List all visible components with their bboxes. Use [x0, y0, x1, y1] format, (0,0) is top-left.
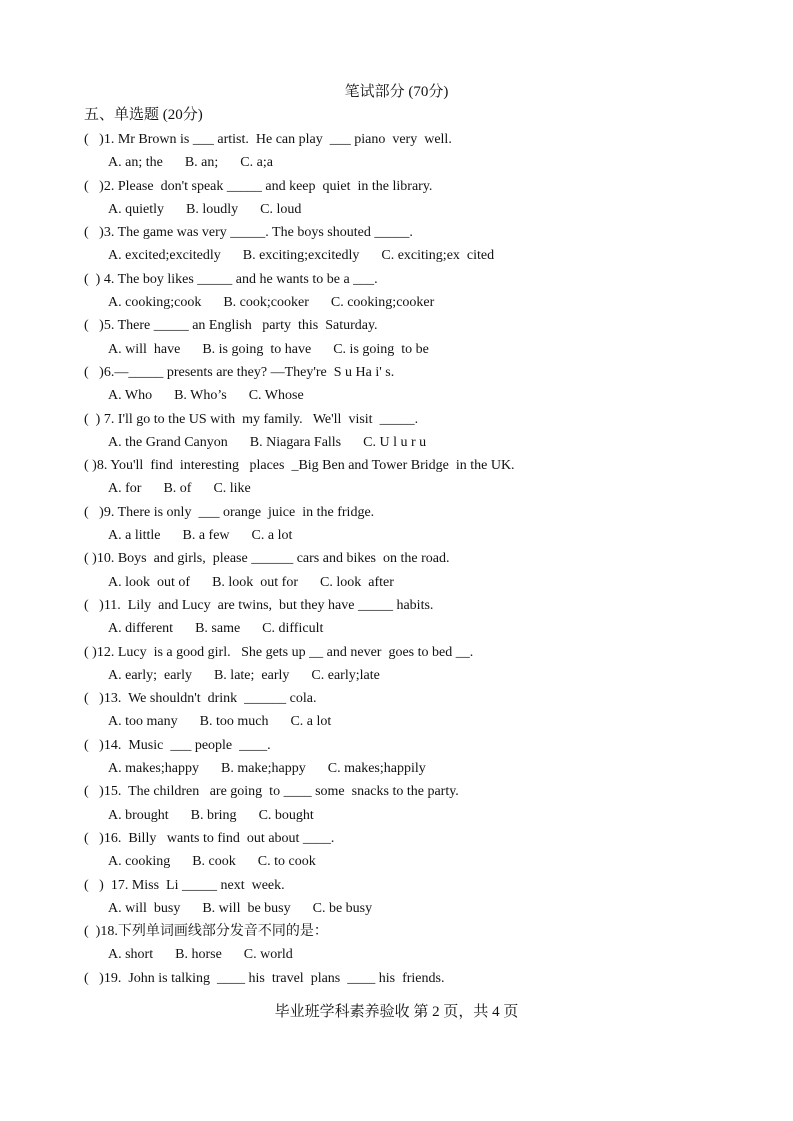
option-c: C. a lot	[251, 528, 293, 544]
question-options	[84, 664, 724, 687]
option-a: A. different	[108, 621, 174, 637]
option-b: B. bring	[190, 807, 237, 823]
option-c: C. U l u r u	[363, 434, 427, 450]
question-options	[84, 384, 724, 407]
option-a: A. the Grand Canyon	[108, 434, 228, 450]
option-c: C. makes;happily	[327, 761, 426, 777]
option-b: B. is going to have	[202, 341, 312, 357]
option-a: A. too many	[108, 714, 178, 730]
question-item	[84, 408, 724, 455]
option-b: B. make;happy	[220, 761, 306, 777]
question-item	[84, 967, 724, 990]
option-b: B. too much	[199, 714, 269, 730]
option-a: A. excited;excitedly	[108, 248, 221, 264]
option-c: C. be busy	[312, 900, 373, 916]
option-b: B. same	[195, 621, 241, 637]
question-item	[84, 361, 724, 408]
option-a: A. look out of	[108, 574, 191, 590]
question-stem: ( )14. Music ___ people ____.	[84, 737, 271, 753]
option-c: C. like	[213, 481, 251, 497]
option-c: C. difficult	[262, 621, 324, 637]
question-options	[84, 804, 724, 827]
option-a: A. makes;happy	[108, 761, 199, 777]
question-item	[84, 454, 724, 501]
question-options	[84, 850, 724, 873]
question-item	[84, 128, 724, 175]
question-stem: ( )13. We shouldn't drink ______ cola.	[84, 691, 317, 707]
option-a: A. for	[108, 481, 142, 497]
question-stem: ( )12. Lucy is a good girl. She gets up __ and never goes to bed __.	[84, 644, 474, 660]
question-item	[84, 594, 724, 641]
question-options	[84, 524, 724, 547]
question-stem: ( )5. There _____ an English party this Saturday.	[84, 318, 378, 334]
option-a: A. short	[108, 947, 154, 963]
option-c: C. is going to be	[333, 341, 429, 357]
option-b: B. look out for	[212, 574, 299, 590]
option-a: A. an; the	[108, 155, 163, 171]
option-b: B. will be busy	[202, 900, 291, 916]
option-b: B. late; early	[213, 667, 290, 683]
option-c: C. Whose	[248, 388, 304, 404]
question-stem: ( )8. You'll find interesting places _Big Ben and Tower Bridge in the UK.	[84, 458, 515, 474]
question-options	[84, 151, 724, 174]
question-options	[84, 710, 724, 733]
question-item	[84, 268, 724, 315]
question-stem: ( )6.—_____ presents are they? —They're S u Ha i' s.	[84, 364, 395, 380]
question-item	[84, 547, 724, 594]
option-c: C. loud	[260, 201, 302, 217]
option-c: C. look after	[320, 574, 394, 590]
option-a: A. will busy	[108, 900, 181, 916]
question-item	[84, 734, 724, 781]
option-b: B. a few	[182, 528, 230, 544]
option-c: C. cooking;cooker	[330, 295, 435, 311]
option-b: B. loudly	[186, 201, 239, 217]
question-options	[84, 291, 724, 314]
option-a: A. brought	[108, 807, 169, 823]
option-a: A. cooking	[108, 854, 171, 870]
option-b: B. of	[163, 481, 192, 497]
page-title: 笔试部分 (70分)	[344, 84, 449, 100]
question-options	[84, 943, 724, 966]
question-stem: ( ) 7. I'll go to the US with my family. We'll visit _____.	[84, 411, 419, 427]
question-item	[84, 827, 724, 874]
question-options	[84, 617, 724, 640]
question-options	[84, 244, 724, 267]
section-heading: 五、单选题 (20分)	[84, 107, 203, 123]
question-stem: ( )9. There is only ___ orange juice in the fridge.	[84, 504, 375, 520]
question-stem: ( ) 17. Miss Li _____ next week.	[84, 877, 285, 893]
question-item	[84, 780, 724, 827]
question-stem: ( )11. Lily and Lucy are twins, but they have _____ habits.	[84, 597, 434, 613]
question-options	[84, 198, 724, 221]
option-c: C. world	[243, 947, 293, 963]
question-item	[84, 314, 724, 361]
question-item	[84, 501, 724, 548]
option-c: C. a lot	[290, 714, 332, 730]
question-stem: ( )1. Mr Brown is ___ artist. He can play ___ piano very well.	[84, 132, 452, 147]
page-footer: 毕业班学科素养验收 第 2 页，共 4 页	[274, 1004, 519, 1020]
question-stem: ( )19. John is talking ____ his travel plans ____ his friends.	[84, 970, 445, 986]
question-options	[84, 431, 724, 454]
question-options	[84, 338, 724, 361]
question-item	[84, 175, 724, 222]
question-stem: ( )15. The children are going to ____ some snacks to the party.	[84, 784, 459, 800]
question-stem: ( ) 4. The boy likes _____ and he wants to be a ___.	[84, 271, 378, 287]
option-b: B. an;	[184, 155, 219, 171]
question-options	[84, 477, 724, 500]
question-item	[84, 641, 724, 688]
option-b: B. cook	[192, 854, 236, 870]
question-item	[84, 687, 724, 734]
question-list	[84, 128, 724, 990]
question-item	[84, 874, 724, 921]
question-options	[84, 757, 724, 780]
option-b: B. Who’s	[174, 388, 227, 404]
question-item	[84, 221, 724, 268]
option-b: B. horse	[175, 947, 222, 963]
option-c: C. early;late	[311, 667, 380, 683]
option-b: B. cook;cooker	[223, 295, 309, 311]
option-a: A. early; early	[108, 667, 192, 683]
question-options	[84, 571, 724, 594]
option-c: C. a;a	[240, 155, 273, 171]
option-a: A. will have	[108, 341, 181, 357]
option-c: C. exciting;ex cited	[381, 248, 495, 264]
question-options	[84, 897, 724, 920]
option-c: C. to cook	[257, 854, 316, 870]
question-stem: ( )10. Boys and girls, please ______ cars and bikes on the road.	[84, 551, 450, 567]
option-a: A. quietly	[108, 201, 164, 217]
question-item	[84, 920, 724, 967]
option-a: A. Who	[108, 388, 153, 404]
option-b: B. Niagara Falls	[249, 434, 342, 450]
question-stem: ( )18.下列单词画线部分发音不同的是：	[84, 924, 328, 940]
option-a: A. cooking;cook	[108, 295, 202, 311]
option-a: A. a little	[108, 528, 161, 544]
question-stem: ( )2. Please don't speak _____ and keep quiet in the library.	[84, 178, 433, 194]
question-stem: ( )16. Billy wants to find out about ____.	[84, 830, 335, 846]
question-stem: ( )3. The game was very _____. The boys shouted _____.	[84, 225, 413, 241]
option-b: B. exciting;excitedly	[242, 248, 360, 264]
option-c: C. bought	[258, 807, 314, 823]
